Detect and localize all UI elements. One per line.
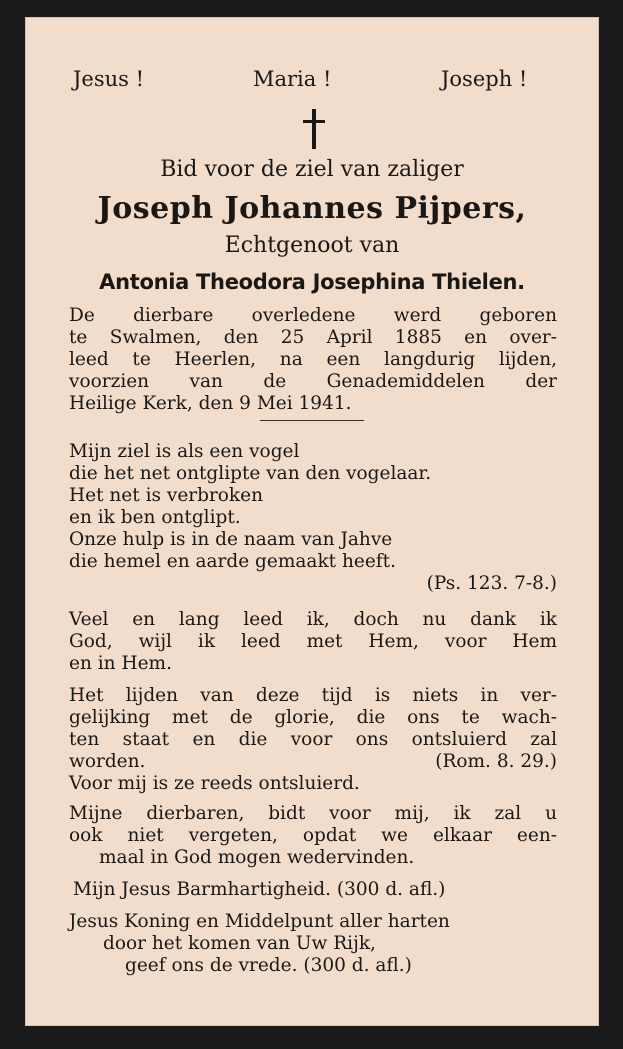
bio-line: voorzien van de Genademiddelen der	[69, 371, 557, 392]
prayer-line: door het komen van Uw Rijk,	[103, 933, 376, 954]
loved-ones-verse	[69, 803, 557, 869]
romans-last-line	[69, 751, 557, 773]
psalm-line: Mijn ziel is als een vogel	[69, 441, 300, 462]
romans-line: gelijking met de glorie, die ons te wach-	[69, 707, 557, 728]
revealed-line: Voor mij is ze reeds ontsluierd.	[69, 773, 360, 794]
cross-icon	[301, 109, 327, 149]
memorial-card	[25, 17, 599, 1026]
biography	[69, 305, 557, 415]
romans-line: ten staat en die voor ons ontsluierd zal	[69, 729, 557, 750]
prayer-line: geef ons de vrede. (300 d. afl.)	[125, 955, 412, 976]
bio-line: leed te Heerlen, na een langdurig lijden,	[69, 349, 557, 370]
psalm-line: die hemel en aarde gemaakt heeft.	[69, 551, 396, 572]
psalm-line: en ik ben ontglipt.	[69, 507, 241, 528]
prayer-line: Mijn Jesus Barmhartigheid. (300 d. afl.)	[73, 879, 446, 900]
intro-text: Bid voor de ziel van zaliger	[160, 157, 464, 182]
suffer-line: en in Hem.	[69, 653, 172, 674]
prayer-1	[69, 879, 557, 901]
loved-line: ook niet vergeten, opdat we elkaar een-	[69, 825, 557, 846]
romans-line: Het lijden van deze tijd is niets in ver-	[69, 685, 557, 706]
deceased-name: Joseph Johannes Pijpers,	[97, 191, 527, 226]
prayer-line: Jesus Koning en Middelpunt aller harten	[69, 911, 450, 932]
psalm-line: Onze hulp is in de naam van Jahve	[69, 529, 393, 550]
header-jesus: Jesus !	[73, 67, 145, 91]
psalm-verse	[69, 441, 557, 595]
suffering-verse	[69, 609, 557, 675]
prayer-2	[69, 911, 557, 977]
bio-line: te Swalmen, den 25 April 1885 en over-	[69, 327, 557, 348]
loved-line: Mijne dierbaren, bidt voor mij, ik zal u	[69, 803, 557, 824]
header-joseph: Joseph !	[441, 67, 528, 91]
header-maria: Maria !	[253, 67, 332, 91]
loved-line: maal in God mogen wedervinden.	[99, 847, 415, 868]
psalm-line: Het net is verbroken	[69, 485, 264, 506]
suffer-line: Veel en lang leed ik, doch nu dank ik	[69, 609, 557, 630]
psalm-line: die het net ontglipte van den vogelaar.	[69, 463, 432, 484]
romans-reference: (Rom. 8. 29.)	[435, 751, 557, 772]
romans-verse	[69, 685, 557, 795]
spouse-name: Antonia Theodora Josephina Thielen.	[99, 270, 525, 294]
divider	[260, 420, 364, 421]
romans-last: worden.	[69, 751, 146, 772]
suffer-line: God, wijl ik leed met Hem, voor Hem	[69, 631, 557, 652]
psalm-reference: (Ps. 123. 7-8.)	[426, 573, 557, 594]
bio-line: Heilige Kerk, den 9 Mei 1941.	[69, 393, 352, 414]
relation-text: Echtgenoot van	[224, 233, 400, 258]
bio-line: De dierbare overledene werd geboren	[69, 305, 557, 326]
